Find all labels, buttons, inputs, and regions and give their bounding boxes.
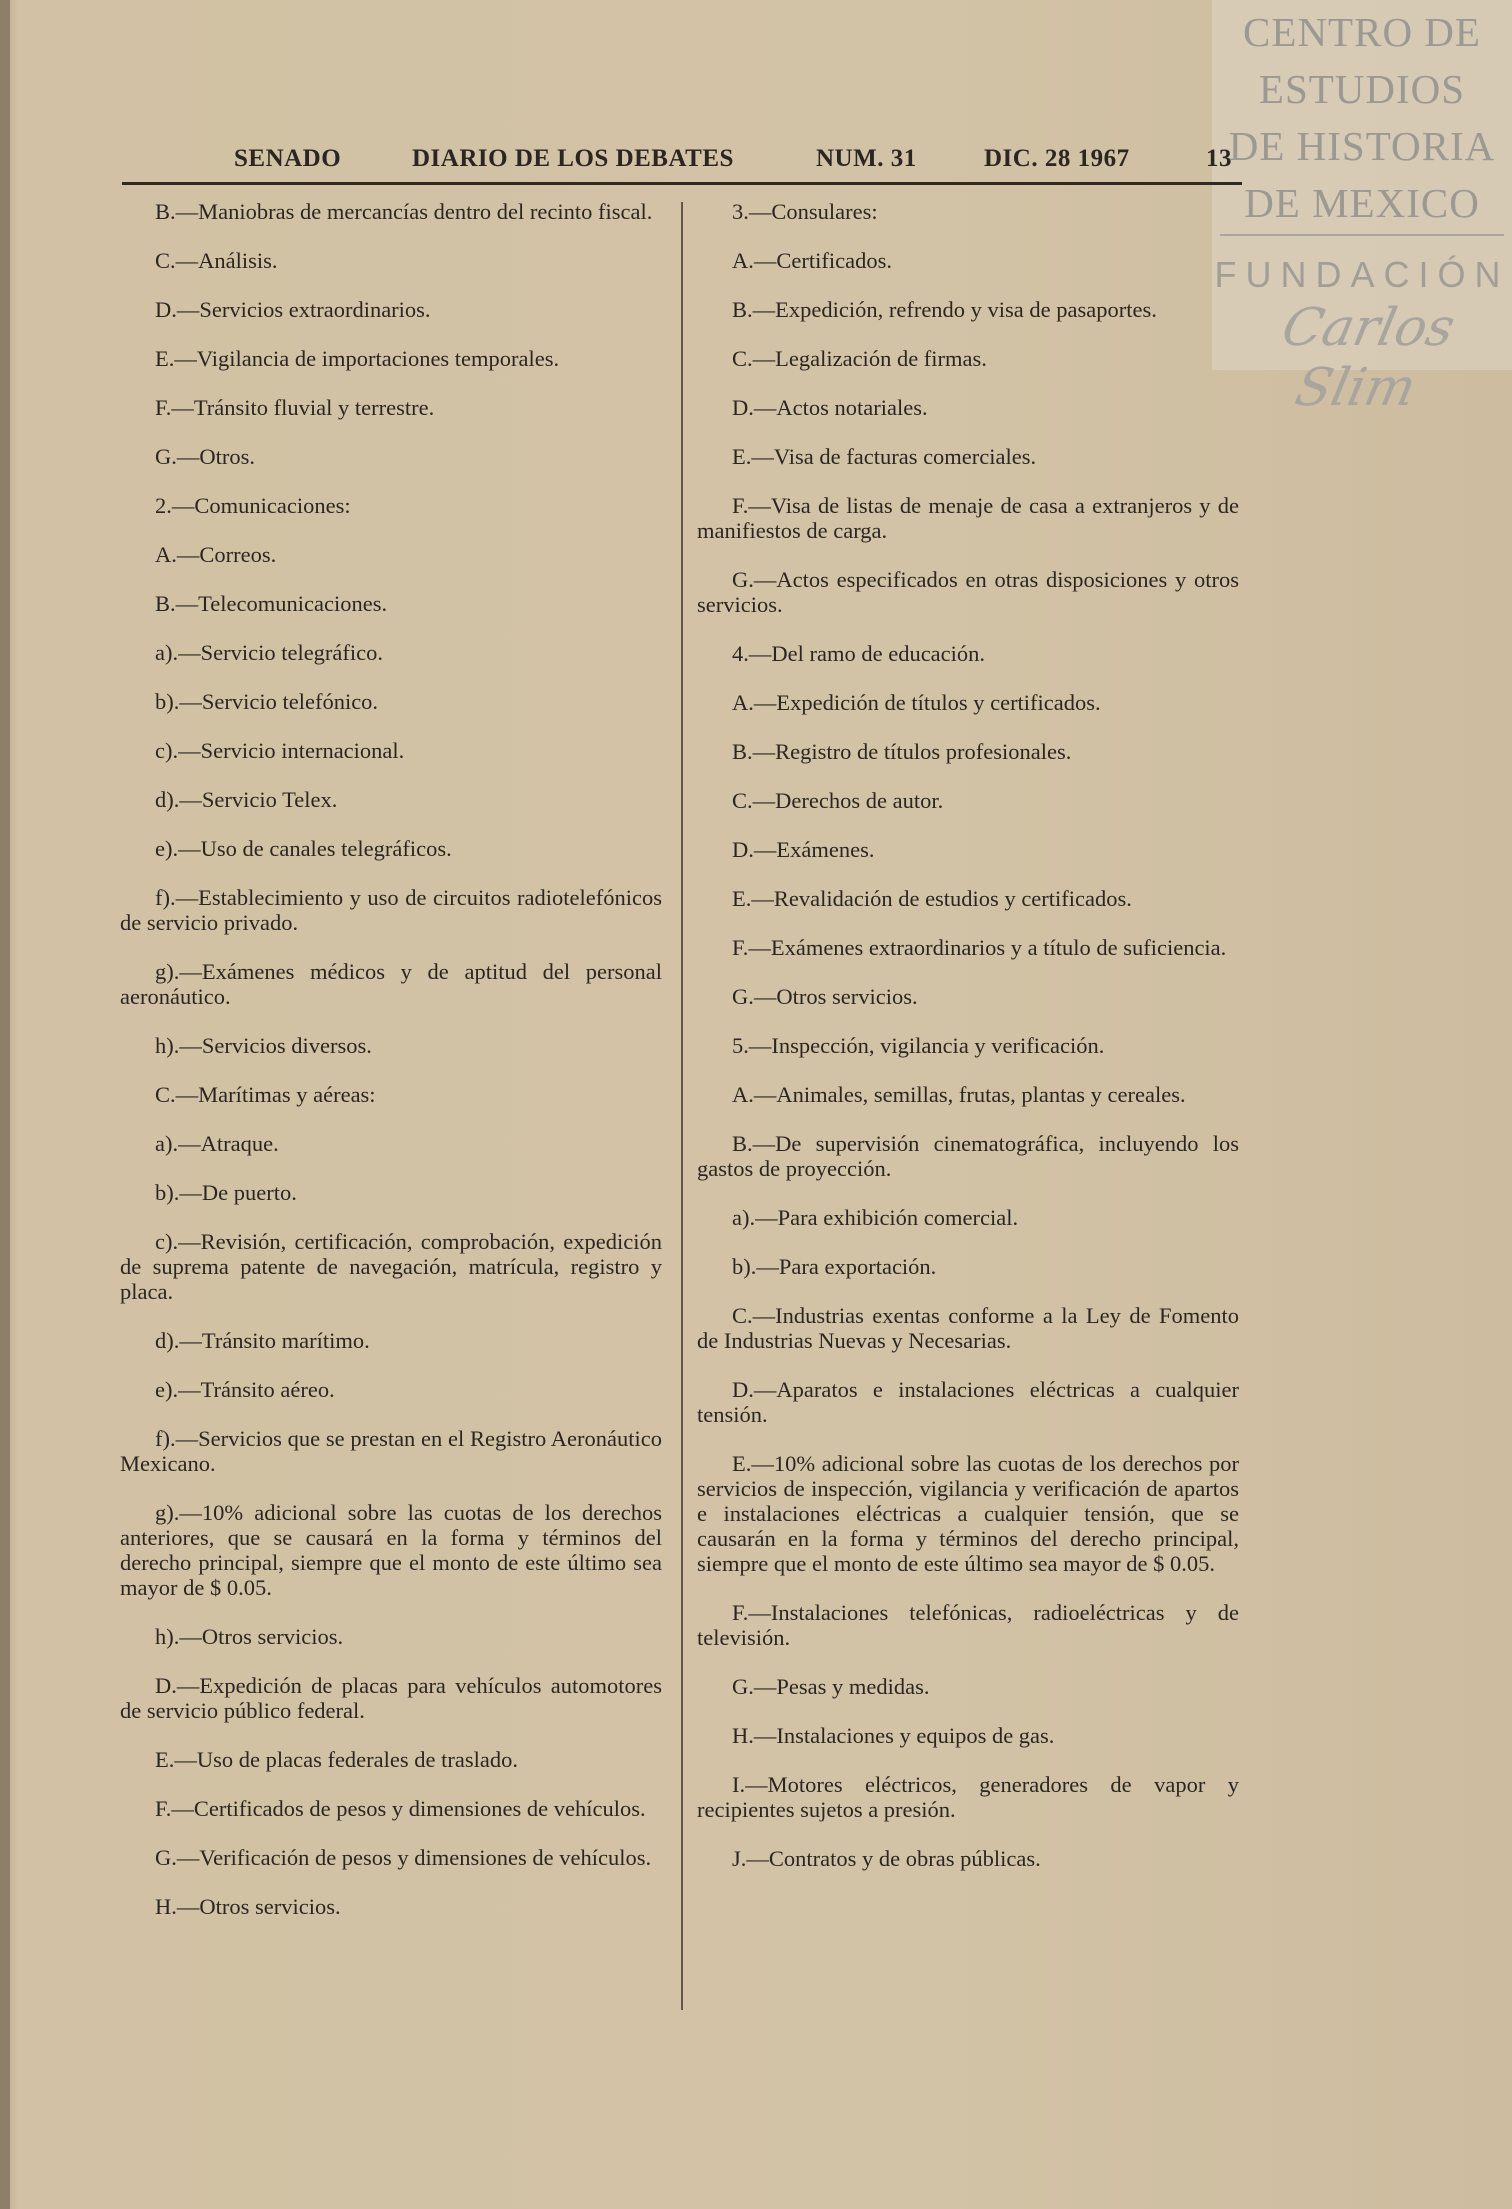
list-item: E.—10% adicional sobre las cuotas de los derechos por servicios de inspección, vigilancia y verificación de apartos e instalaciones eléctricas a cualquier tensión, que se causarán en la forma y términos del derecho principal, siempre que el monto de este último sea mayor de $ 0.05.: [697, 1451, 1239, 1576]
list-item: c).—Revisión, certificación, comprobación, expedición de suprema patente de navegación, matrícula, registro y placa.: [120, 1229, 662, 1304]
list-item: B.—Maniobras de mercancías dentro del recinto fiscal.: [155, 199, 653, 224]
list-item: h).—Otros servicios.: [155, 1624, 344, 1649]
list-item: E.—Uso de placas federales de traslado.: [155, 1747, 518, 1772]
list-item: B.—Expedición, refrendo y visa de pasaportes.: [732, 297, 1157, 322]
list-item: d).—Servicio Telex.: [155, 787, 338, 812]
list-item: F.—Visa de listas de menaje de casa a extranjeros y de manifiestos de carga.: [697, 493, 1239, 543]
watermark-line-4: DE MEXICO: [1244, 180, 1480, 226]
list-item: b).—Para exportación.: [732, 1254, 937, 1279]
watermark-divider: [1220, 234, 1504, 236]
list-item: E.—Visa de facturas comerciales.: [732, 444, 1037, 469]
list-item: E.—Revalidación de estudios y certificados.: [732, 886, 1132, 911]
list-item: a).—Para exhibición comercial.: [732, 1205, 1019, 1230]
list-item: d).—Tránsito marítimo.: [155, 1328, 370, 1353]
list-item: A.—Animales, semillas, frutas, plantas y cereales.: [732, 1082, 1186, 1107]
list-item: J.—Contratos y de obras públicas.: [732, 1846, 1041, 1871]
archive-watermark: [1212, 0, 1512, 418]
list-item: G.—Verificación de pesos y dimensiones de vehículos.: [155, 1845, 652, 1870]
list-item: g).—Exámenes médicos y de aptitud del personal aeronáutico.: [120, 959, 662, 1009]
section-heading: 3.—Consulares:: [732, 199, 878, 224]
list-item: F.—Exámenes extraordinarios y a título de suficiencia.: [732, 935, 1227, 960]
section-heading: 4.—Del ramo de educación.: [732, 641, 986, 666]
list-item: G.—Otros.: [155, 444, 255, 469]
list-item: C.—Derechos de autor.: [732, 788, 944, 813]
list-item: C.—Legalización de firmas.: [732, 346, 987, 371]
list-item: H.—Otros servicios.: [155, 1894, 341, 1919]
list-item: D.—Exámenes.: [732, 837, 875, 862]
left-column: [120, 199, 662, 1943]
list-item: e).—Uso de canales telegráficos.: [155, 836, 452, 861]
header-rule: [122, 182, 1242, 185]
list-item: f).—Establecimiento y uso de circuitos radiotelefónicos de servicio privado.: [120, 885, 662, 935]
watermark-line-3: DE HISTORIA: [1228, 123, 1496, 169]
list-item: c).—Servicio internacional.: [155, 738, 405, 763]
watermark-line-2: ESTUDIOS: [1258, 66, 1466, 112]
list-item: I.—Motores eléctricos, generadores de vapor y recipientes sujetos a presión.: [697, 1772, 1239, 1822]
list-item: D.—Aparatos e instalaciones eléctricas a cualquier tensión.: [697, 1377, 1239, 1427]
list-item: F.—Instalaciones telefónicas, radioeléctricas y de televisión.: [697, 1600, 1239, 1650]
list-item: G.—Otros servicios.: [732, 984, 918, 1009]
watermark-signature: Carlos Slim: [1276, 298, 1460, 418]
header-chamber: SENADO: [234, 145, 342, 172]
list-item: A.—Expedición de títulos y certificados.: [732, 690, 1101, 715]
list-item: b).—De puerto.: [155, 1180, 297, 1205]
list-item: D.—Expedición de placas para vehículos automotores de servicio público federal.: [120, 1673, 662, 1723]
list-item: b).—Servicio telefónico.: [155, 689, 379, 714]
list-item: h).—Servicios diversos.: [155, 1033, 372, 1058]
right-column: [697, 199, 1239, 1895]
list-item: H.—Instalaciones y equipos de gas.: [732, 1723, 1055, 1748]
list-item: C.—Análisis.: [155, 248, 278, 273]
watermark-foundation: FUNDACIÓN: [1214, 254, 1510, 295]
header-publication: DIARIO DE LOS DEBATES: [412, 145, 734, 172]
list-item: F.—Tránsito fluvial y terrestre.: [155, 395, 435, 420]
list-item: e).—Tránsito aéreo.: [155, 1377, 335, 1402]
column-divider: [681, 202, 683, 2010]
list-item: G.—Actos especificados en otras disposiciones y otros servicios.: [697, 567, 1239, 617]
section-heading: 5.—Inspección, vigilancia y verificación.: [732, 1033, 1105, 1058]
list-item: D.—Servicios extraordinarios.: [155, 297, 431, 322]
running-header: [122, 140, 1240, 180]
list-item: D.—Actos notariales.: [732, 395, 928, 420]
list-item: B.—De supervisión cinematográfica, incluyendo los gastos de proyección.: [697, 1131, 1239, 1181]
list-item: G.—Pesas y medidas.: [732, 1674, 930, 1699]
list-item: F.—Certificados de pesos y dimensiones de vehículos.: [155, 1796, 646, 1821]
header-issue: NUM. 31: [816, 145, 917, 172]
list-item: C.—Industrias exentas conforme a la Ley de Fomento de Industrias Nuevas y Necesarias.: [697, 1303, 1239, 1353]
list-item: a).—Servicio telegráfico.: [155, 640, 384, 665]
list-item: A.—Correos.: [155, 542, 277, 567]
section-heading: 2.—Comunicaciones:: [155, 493, 351, 518]
header-date: DIC. 28 1967: [984, 145, 1130, 172]
watermark-line-1: CENTRO DE: [1243, 9, 1481, 55]
list-item: C.—Marítimas y aéreas:: [155, 1082, 376, 1107]
list-item: a).—Atraque.: [155, 1131, 279, 1156]
list-item: f).—Servicios que se prestan en el Registro Aeronáutico Mexicano.: [120, 1426, 662, 1476]
page-number: 13: [1206, 145, 1232, 172]
list-item: A.—Certificados.: [732, 248, 892, 273]
list-item: E.—Vigilancia de importaciones temporales.: [155, 346, 560, 371]
list-item: B.—Telecomunicaciones.: [155, 591, 388, 616]
list-item: g).—10% adicional sobre las cuotas de los derechos anteriores, que se causará en la forma y términos del derecho principal, siempre que el monto de este último sea mayor de $ 0.05.: [120, 1500, 662, 1600]
list-item: B.—Registro de títulos profesionales.: [732, 739, 1072, 764]
